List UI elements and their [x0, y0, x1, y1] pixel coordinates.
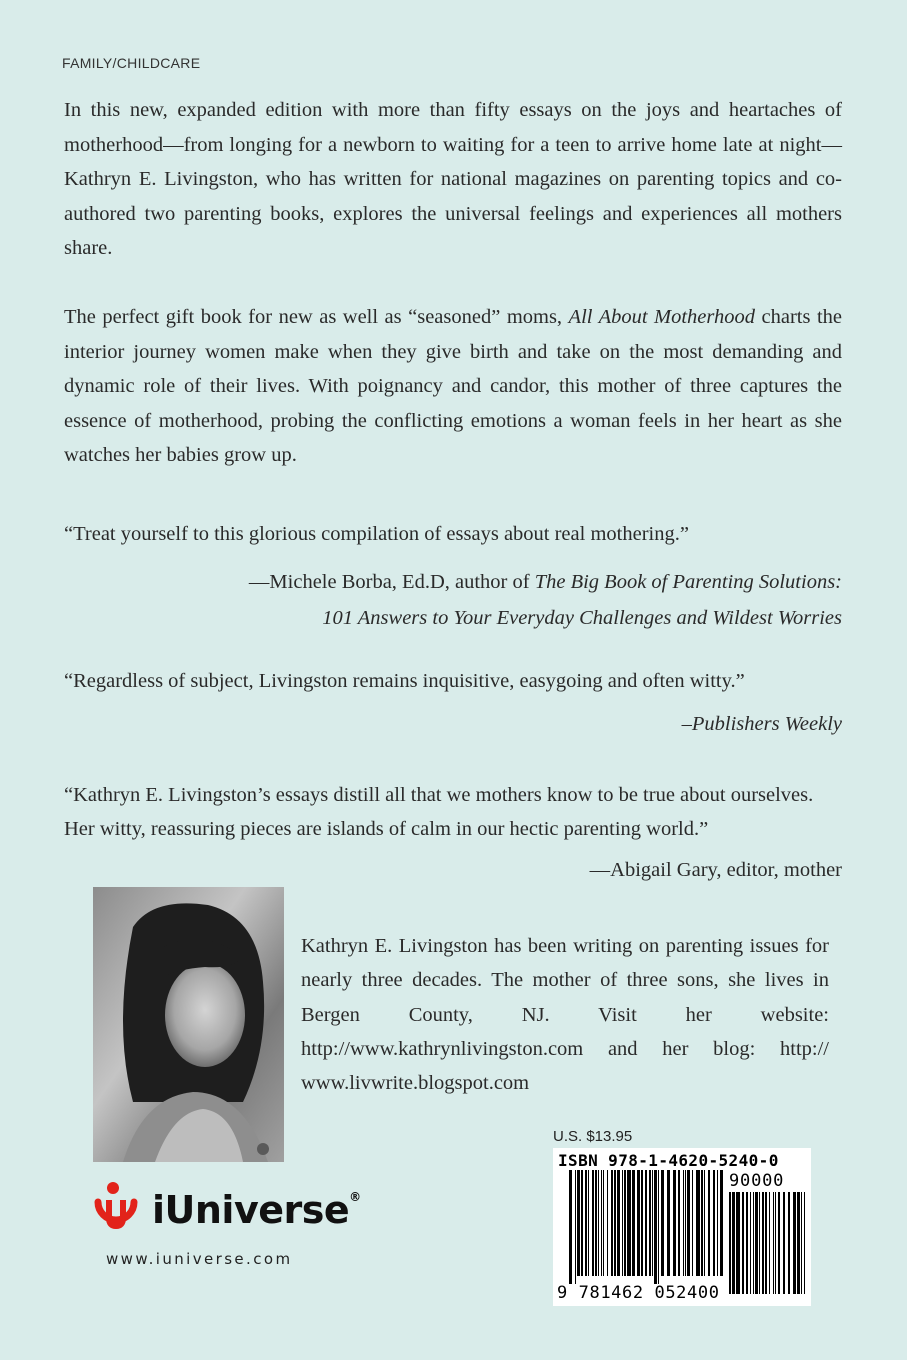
barcode-addon: 90000: [729, 1171, 785, 1191]
barcode-bar: [652, 1170, 653, 1276]
attribution-2-title: –Publishers Weekly: [681, 713, 842, 735]
attribution-1-prefix: —Michele Borba, Ed.D, author of: [248, 571, 535, 593]
barcode-bar: [769, 1192, 770, 1294]
barcode-bar: [713, 1170, 715, 1276]
price-label: U.S. $13.95: [553, 1128, 633, 1145]
iuniverse-mark-icon: [92, 1180, 152, 1240]
barcode-bar: [585, 1170, 587, 1276]
barcode-bar: [773, 1192, 774, 1294]
para2-text-before: The perfect gift book for new as well as “seasoned” moms,: [64, 306, 569, 328]
barcode-bar: [685, 1170, 686, 1276]
blurb-quote-2: “Regardless of subject, Livingston remains inquisitive, easygoing and often witty.”: [64, 670, 745, 692]
barcode-bar: [617, 1170, 620, 1276]
barcode-bar: [607, 1170, 608, 1276]
barcode-bar: [649, 1170, 651, 1276]
barcode-bar: [701, 1170, 703, 1276]
publisher-name: iUniverse®: [152, 1188, 361, 1232]
attribution-1-title-line2: 101 Answers to Your Everyday Challenges and Wildest Worries: [322, 607, 842, 629]
publisher-logo: [92, 1180, 372, 1240]
barcode-bar: [627, 1170, 631, 1276]
barcode-bar: [797, 1192, 800, 1294]
description-paragraph-1: In this new, expanded edition with more than fifty essays on the joys and heartaches of motherhood—from longing for a newborn to waiting for a teen to arrive home late at night—Kathryn E. Livingston, who has written for national magazines on parenting topics and co-authored two parenting books, explores the universal feelings and experiences all mothers share.: [64, 99, 842, 259]
barcode-bar: [692, 1170, 693, 1276]
barcode: [553, 1148, 811, 1306]
barcode-bar: [598, 1170, 599, 1276]
barcode-bar: [592, 1170, 594, 1276]
author-photo: [93, 887, 284, 1162]
barcode-bar: [801, 1192, 802, 1294]
barcode-bar: [641, 1170, 643, 1276]
barcode-bar: [708, 1170, 710, 1276]
barcode-bar: [775, 1192, 776, 1294]
barcode-bar: [588, 1170, 589, 1276]
barcode-bar: [678, 1170, 680, 1276]
blurb-attribution-3: —Abigail Gary, editor, mother: [589, 859, 842, 881]
author-bio: Kathryn E. Livingston has been writing on parenting issues for nearly three decades. The mother of three sons, she lives in Bergen County, NJ. Visit her website: http://www.kathrynlivingston.com and her blog: http:// www.livwrite.blogspot.com: [301, 935, 829, 1095]
book-title: All About Motherhood: [568, 306, 756, 328]
publisher-url: www.iuniverse.com: [106, 1250, 293, 1268]
barcode-bar: [696, 1170, 700, 1276]
barcode-digits: 9 781462 052400: [557, 1283, 720, 1303]
attribution-1-title-line1: The Big Book of Parenting Solutions:: [534, 571, 842, 593]
blurb-quote-1: “Treat yourself to this glorious compilation of essays about real mothering.”: [64, 523, 689, 545]
para2-text-after: charts the interior journey women make when they give birth and take on the most demanding and dynamic role of their lives. With poignancy and candor, this mother of three captures the essence of motherhood, probing the conflicting emotions a woman feels in her heart as she watches her babies grow up.: [64, 306, 842, 466]
barcode-bar: [732, 1192, 735, 1294]
barcode-bar: [645, 1170, 647, 1276]
barcode-bar: [742, 1192, 744, 1294]
barcode-bar: [753, 1192, 754, 1294]
barcode-bar: [667, 1170, 670, 1276]
barcode-bar: [654, 1170, 657, 1284]
barcode-bar: [720, 1170, 723, 1276]
barcode-bar: [717, 1170, 718, 1276]
barcode-bar: [624, 1170, 626, 1276]
barcode-bar: [575, 1170, 576, 1284]
barcode-bar: [611, 1170, 613, 1276]
barcode-bar: [778, 1192, 780, 1294]
category-label: FAMILY/CHILDCARE: [62, 55, 201, 71]
barcode-bar: [759, 1192, 760, 1294]
barcode-bar: [755, 1192, 758, 1294]
description-paragraph-2: [64, 300, 842, 473]
barcode-bar: [804, 1192, 805, 1294]
barcode-bar: [729, 1192, 731, 1294]
barcode-bar: [746, 1192, 748, 1294]
barcode-bar: [783, 1192, 785, 1294]
barcode-bar: [788, 1192, 790, 1294]
isbn-text: ISBN 978-1-4620-5240-0: [558, 1151, 779, 1170]
barcode-bar: [632, 1170, 635, 1276]
barcode-bar: [658, 1170, 659, 1284]
barcode-bar: [673, 1170, 676, 1276]
barcode-bar: [603, 1170, 604, 1276]
blurb-attribution-2: [64, 706, 842, 742]
blurb-quote-3: “Kathryn E. Livingston’s essays distill all that we mothers know to be true about ourselves. Her witty, reassuring pieces are islands of calm in our hectic parenting world.”: [64, 784, 814, 840]
barcode-bar: [687, 1170, 690, 1276]
barcode-bar: [577, 1170, 580, 1276]
barcode-bar: [762, 1192, 764, 1294]
barcode-bar: [595, 1170, 597, 1276]
barcode-bar: [750, 1192, 751, 1294]
registered-mark: ®: [349, 1190, 361, 1204]
blurb-attribution-1: [64, 564, 842, 636]
barcode-bar: [614, 1170, 616, 1276]
barcode-bar: [704, 1170, 705, 1276]
barcode-bar: [622, 1170, 623, 1276]
barcode-bar: [765, 1192, 767, 1294]
barcode-bar: [683, 1170, 684, 1276]
barcode-bar: [793, 1192, 796, 1294]
barcode-bar: [661, 1170, 664, 1276]
barcode-bar: [637, 1170, 640, 1276]
barcode-bar: [581, 1170, 583, 1276]
barcode-bar: [569, 1170, 572, 1284]
barcode-bar: [736, 1192, 740, 1294]
barcode-bar: [601, 1170, 602, 1276]
